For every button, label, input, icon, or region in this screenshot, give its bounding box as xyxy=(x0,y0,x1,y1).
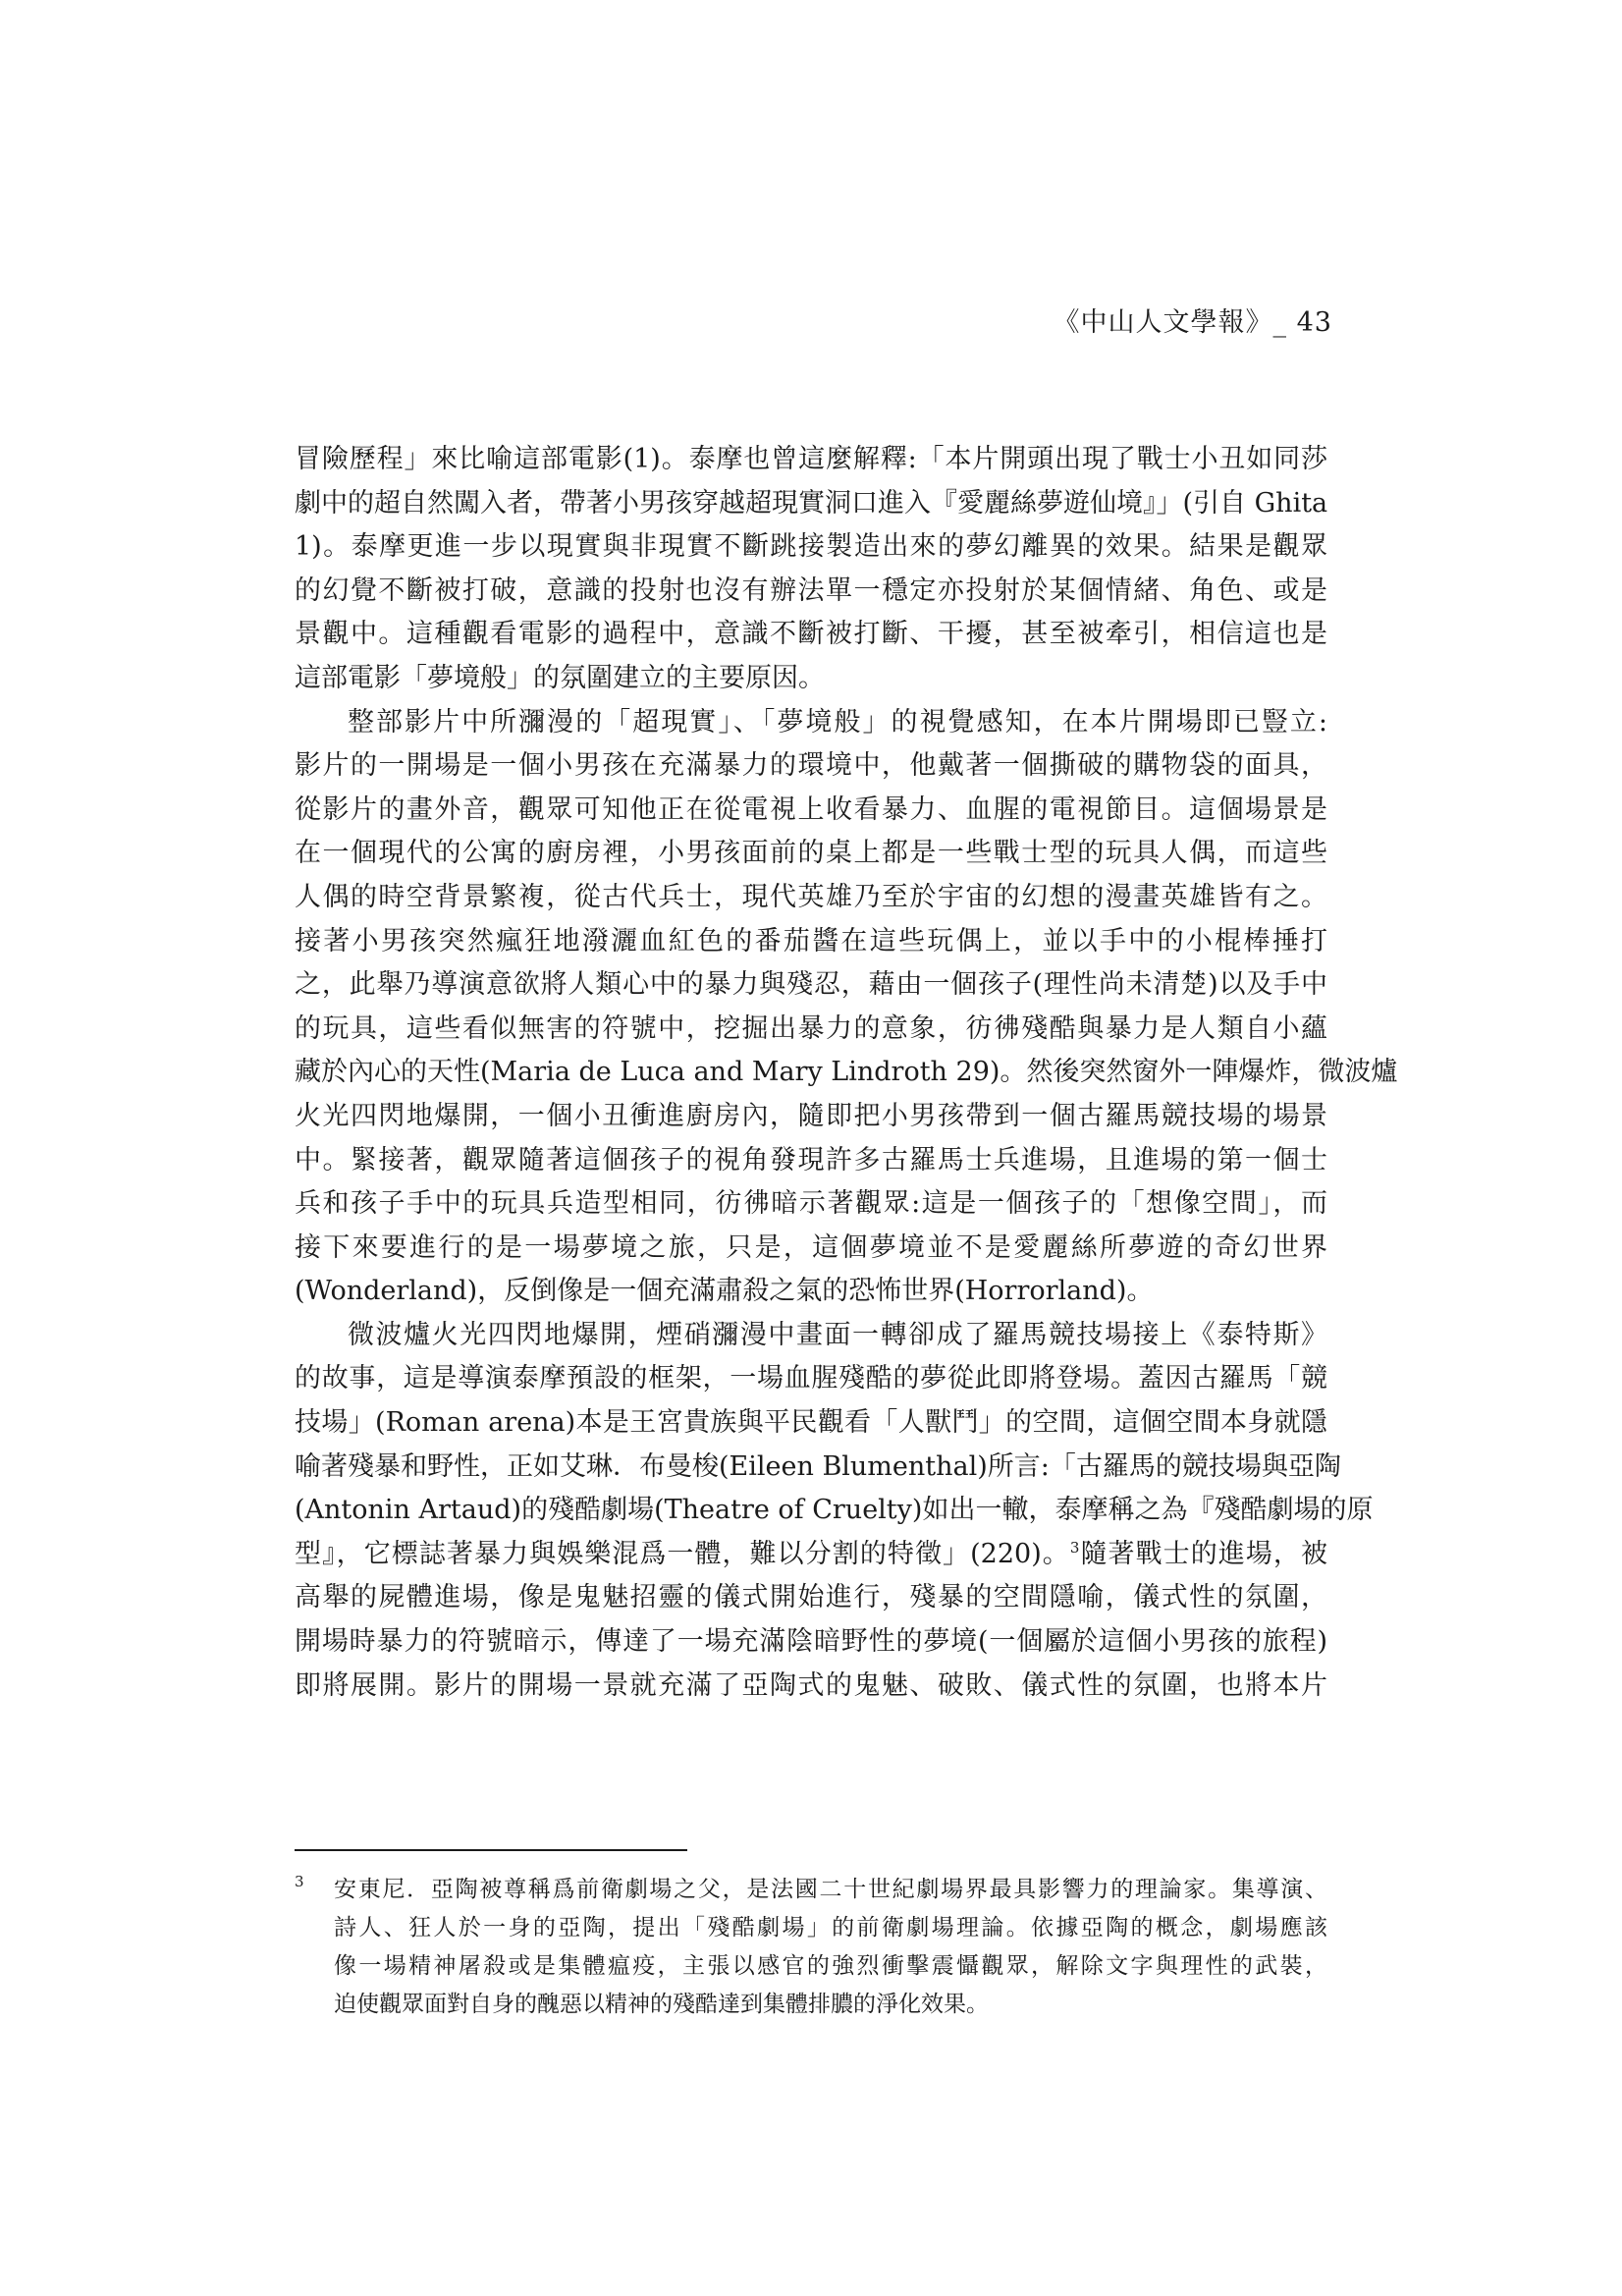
footnote-line: 迫使觀眾面對自身的醜惡以精神的殘酷達到集體排膿的淨化效果。 xyxy=(334,1992,989,2017)
footnote-line: 像一場精神屠殺或是集體瘟疫，主張以感官的強烈衝擊震懾觀眾，解除文字與理性的武裝， xyxy=(334,1953,1327,1979)
text-line-with-footnote xyxy=(295,1533,1327,1577)
footnote-line: 安東尼．亞陶被尊稱爲前衛劇場之父，是法國二十世紀劇場界最具影響力的理論家。集導演、 xyxy=(334,1877,1327,1902)
text-line: 景觀中。這種觀看電影的過程中，意識不斷被打斷、干擾，甚至被牽引，相信這也是 xyxy=(295,619,1327,650)
running-head: 《中山人文學報》_ 43 xyxy=(1053,307,1332,338)
text-line: 這部電影「夢境般」的氛圍建立的主要原因。 xyxy=(295,662,825,693)
text-line: (Wonderland)，反倒像是一個充滿肅殺之氣的恐怖世界(Horrorland)。 xyxy=(295,1276,1154,1307)
text-line: (Antonin Artaud)的殘酷劇場(Theatre of Cruelty)如出一轍，泰摩稱之為『殘酷劇場的原 xyxy=(295,1495,1374,1526)
text-line: 在一個現代的公寓的廚房裡，小男孩面前的桌上都是一些戰士型的玩具人偶，而這些 xyxy=(295,838,1327,869)
text-segment: 隨著戰士的進場，被 xyxy=(1079,1538,1327,1569)
text-line: 人偶的時空背景繁複，從古代兵士，現代英雄乃至於宇宙的幻想的漫畫英雄皆有之。 xyxy=(295,881,1327,912)
text-line: 火光四閃地爆開，一個小丑衝進廚房內，隨即把小男孩帶到一個古羅馬競技場的場景 xyxy=(295,1100,1327,1131)
text-line: 藏於內心的天性(Maria de Luca and Mary Lindroth 29)。然後突然窗外一陣爆炸，微波爐 xyxy=(295,1057,1398,1088)
text-line: 之，此舉乃導演意欲將人類心中的暴力與殘忍，藉由一個孩子(理性尚未清楚)以及手中 xyxy=(295,969,1327,1001)
text-line: 接著小男孩突然瘋狂地潑灑血紅色的番茄醬在這些玩偶上，並以手中的小棍棒捶打 xyxy=(295,925,1327,957)
text-line: 的故事，這是導演泰摩預設的框架，一場血腥殘酷的夢從此即將登場。蓋因古羅馬「競 xyxy=(295,1363,1327,1394)
text-line: 冒險歷程」來比喻這部電影(1)。泰摩也曾這麼解釋:「本片開頭出現了戰士小丑如同莎 xyxy=(295,444,1327,474)
text-line: 1)。泰摩更進一步以現實與非現實不斷跳接製造出來的夢幻離異的效果。結果是觀眾 xyxy=(295,531,1327,563)
footnote-divider xyxy=(295,1849,687,1851)
body-text xyxy=(295,438,1398,1708)
text-line: 即將展開。影片的開場一景就充滿了亞陶式的鬼魅、破敗、儀式性的氛圍，也將本片 xyxy=(295,1669,1327,1701)
paragraph xyxy=(295,1314,1374,1708)
text-line: 接下來要進行的是一場夢境之旅，只是，這個夢境並不是愛麗絲所夢遊的奇幻世界 xyxy=(295,1231,1327,1263)
text-line: 劇中的超自然闖入者，帶著小男孩穿越超現實洞口進入『愛麗絲夢遊仙境』」(引自 Ghita xyxy=(295,487,1328,519)
text-line: 開場時暴力的符號暗示，傳達了一場充滿陰暗野性的夢境(一個屬於這個小男孩的旅程) xyxy=(295,1626,1327,1658)
footnote-reference[interactable]: 3 xyxy=(1069,1538,1080,1557)
paragraph xyxy=(295,438,1327,701)
text-line: 兵和孩子手中的玩具兵造型相同，彷彿暗示著觀眾:這是一個孩子的「想像空間」，而 xyxy=(295,1188,1327,1220)
text-line: 從影片的畫外音，觀眾可知他正在從電視上收看暴力、血腥的電視節目。這個場景是 xyxy=(295,793,1327,825)
text-line: 影片的一開場是一個小男孩在充滿暴力的環境中，他戴著一個撕破的購物袋的面具， xyxy=(295,750,1327,782)
text-line: 的玩具，這些看似無害的符號中，挖掘出暴力的意象，彷彿殘酷與暴力是人類自小蘊 xyxy=(295,1012,1327,1044)
paragraph xyxy=(295,701,1398,1314)
footnote-marker: 3 xyxy=(295,1873,304,1890)
text-line: 技場」(Roman arena)本是王宮貴族與平民觀看「人獸鬥」的空間，這個空間本身就隱 xyxy=(295,1407,1327,1439)
footnote-line: 詩人、狂人於一身的亞陶，提出「殘酷劇場」的前衛劇場理論。依據亞陶的概念，劇場應該 xyxy=(334,1915,1327,1941)
footnotes xyxy=(295,1871,1327,2024)
text-line: 的幻覺不斷被打破，意識的投射也沒有辦法單一穩定亦投射於某個情緒、角色、或是 xyxy=(295,574,1327,606)
text-line: 中。緊接著，觀眾隨著這個孩子的視角發現許多古羅馬士兵進場，且進場的第一個士 xyxy=(295,1144,1327,1175)
text-line: 高舉的屍體進場，像是鬼魅招靈的儀式開始進行，殘暴的空間隱喻，儀式性的氛圍， xyxy=(295,1582,1327,1613)
text-line: 喻著殘暴和野性，正如艾琳．布曼梭(Eileen Blumenthal)所言:「古羅馬的競技場與亞陶 xyxy=(295,1450,1341,1482)
text-line: 微波爐火光四閃地爆開，煙硝瀰漫中畫面一轉卻成了羅馬競技場接上《泰特斯》 xyxy=(348,1319,1327,1350)
text-segment: 型』，它標誌著暴力與娛樂混爲一體，難以分割的特徵」(220)。 xyxy=(295,1538,1070,1569)
text-line: 整部影片中所瀰漫的「超現實」、「夢境般」的視覺感知，在本片開場即已豎立: xyxy=(348,706,1327,738)
